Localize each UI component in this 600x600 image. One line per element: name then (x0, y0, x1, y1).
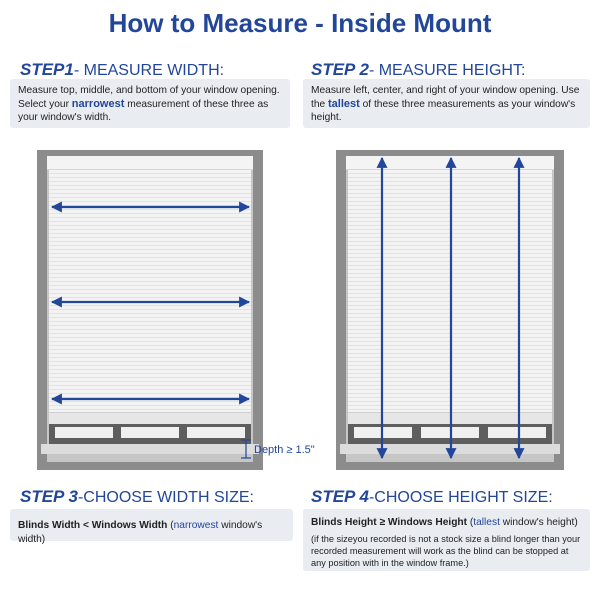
step3-rule: Blinds Width < Windows Width (18, 520, 168, 531)
step1-number: STEP1 (20, 60, 74, 79)
step4-instructions (303, 509, 590, 571)
step3-paren-rest: window's width) (18, 520, 263, 545)
step3-title: -CHOOSE WIDTH SIZE: (77, 489, 254, 506)
step3-paren: ( (167, 520, 174, 531)
step4-title: -CHOOSE HEIGHT SIZE: (368, 489, 553, 506)
step2-title: - MEASURE HEIGHT: (368, 62, 526, 79)
step3-number: STEP 3 (20, 487, 78, 506)
step4-paren-rest: window's height) (499, 517, 578, 528)
step4-paren: ( (467, 517, 474, 528)
step4-emphasis: tallest (473, 517, 500, 528)
step4-heading (311, 487, 553, 507)
depth-label: Depth ≥ 1.5" (254, 444, 315, 456)
step1-title: - MEASURE WIDTH: (73, 62, 225, 79)
step1-text-a: Measure top, middle, and bottom of your window opening. Select your (18, 85, 280, 110)
step3-instructions (10, 509, 293, 545)
step2-text-a: Measure left, center, and right of your window opening. Use the (311, 85, 580, 110)
step4-note: (if the sizeyou recorded is not a stock size a blind longer than your recorded measurement will work as the blind can be stopped at any position with in the window frame.) (311, 533, 581, 568)
step2-emphasis: tallest (328, 97, 360, 110)
step4-rule: Blinds Height ≥ Windows Height (311, 517, 468, 528)
page-title: How to Measure - Inside Mount (108, 8, 492, 38)
step1-text-b: measurement of these three as your window's width. (18, 98, 269, 123)
step3-emphasis: narrowest (173, 520, 219, 531)
step1-emphasis: narrowest (71, 97, 125, 110)
depth-indicator (241, 440, 251, 458)
step2-number: STEP 2 (311, 60, 369, 79)
step3-heading (20, 487, 254, 507)
step2-text-b: of these three measurements as your window's height. (311, 98, 576, 123)
step4-number: STEP 4 (311, 487, 369, 506)
